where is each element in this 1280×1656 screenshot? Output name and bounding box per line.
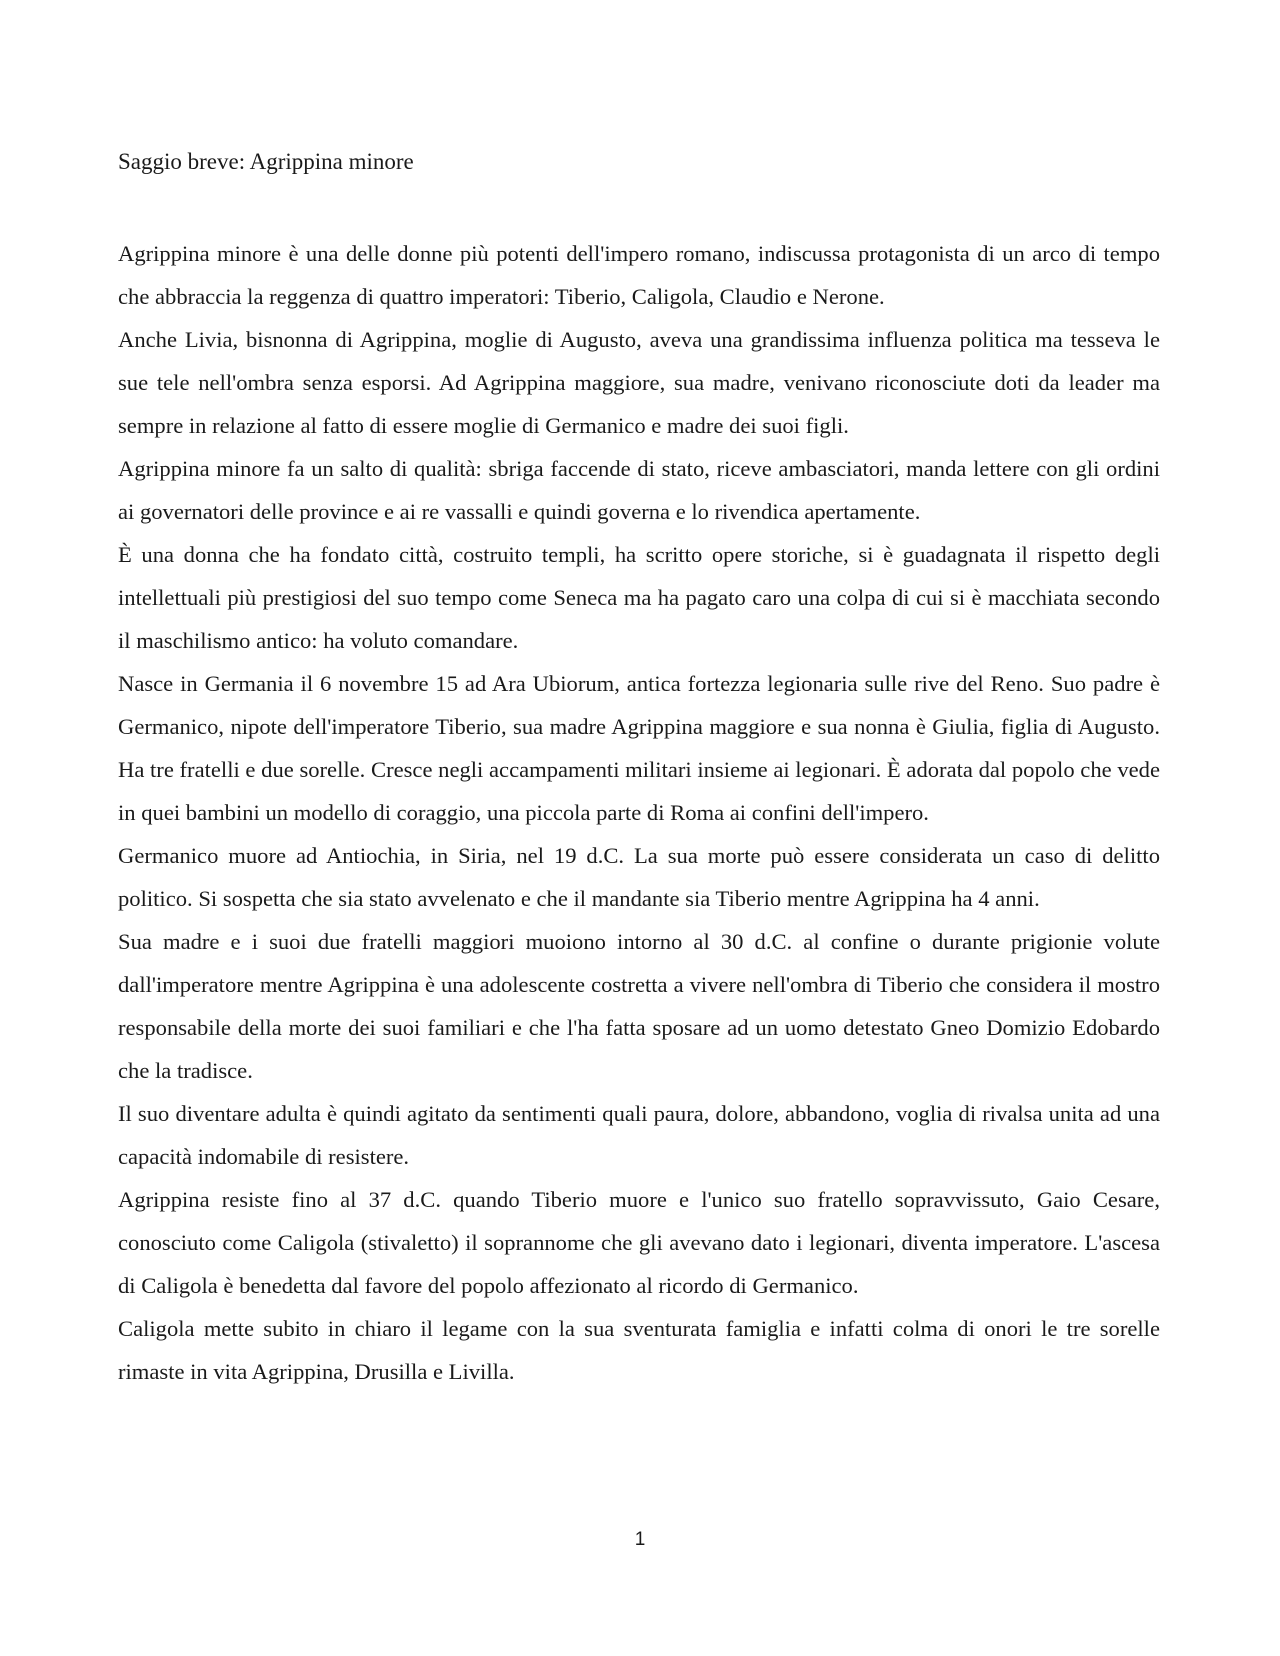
document-body: [118, 232, 1160, 1393]
paragraph: Germanico muore ad Antiochia, in Siria, nel 19 d.C. La sua morte può essere considerata un caso di delitto politico. Si sospetta che sia stato avvelenato e che il mandante sia Tiberio mentre Agrippina ha 4 anni.: [118, 843, 1160, 911]
paragraph: Sua madre e i suoi due fratelli maggiori muoiono intorno al 30 d.C. al confine o durante prigionie volute dall'imperatore mentre Agrippina è una adolescente costretta a vivere nell'ombra di Tiberio che considera il mostro responsabile della morte dei suoi familiari e che l'ha fatta sposare ad un uomo detestato Gneo Domizio Edobardo che la tradisce.: [118, 929, 1160, 1083]
paragraph: Caligola mette subito in chiaro il legame con la sua sventurata famiglia e infatti colma di onori le tre sorelle rimaste in vita Agrippina, Drusilla e Livilla.: [118, 1316, 1160, 1384]
paragraph: Nasce in Germania il 6 novembre 15 ad Ara Ubiorum, antica fortezza legionaria sulle rive del Reno. Suo padre è Germanico, nipote dell'imperatore Tiberio, sua madre Agrippina maggiore e sua nonna è Giulia, figlia di Augusto. Ha tre fratelli e due sorelle. Cresce negli accampamenti militari insieme ai legionari. È adorata dal popolo che vede in quei bambini un modello di coraggio, una piccola parte di Roma ai confini dell'impero.: [118, 671, 1160, 825]
paragraph: Agrippina resiste fino al 37 d.C. quando Tiberio muore e l'unico suo fratello sopravvissuto, Gaio Cesare, conosciuto come Caligola (stivaletto) il soprannome che gli avevano dato i legionari, diventa imperatore. L'ascesa di Caligola è benedetta dal favore del popolo affezionato al ricordo di Germanico.: [118, 1187, 1160, 1298]
paragraph: È una donna che ha fondato città, costruito templi, ha scritto opere storiche, si è guadagnata il rispetto degli intellettuali più prestigiosi del suo tempo come Seneca ma ha pagato caro una colpa di cui si è macchiata secondo il maschilismo antico: ha voluto comandare.: [118, 542, 1160, 653]
page-number: 1: [634, 1529, 646, 1550]
paragraph: Il suo diventare adulta è quindi agitato da sentimenti quali paura, dolore, abbandono, voglia di rivalsa unita ad una capacità indomabile di resistere.: [118, 1101, 1160, 1169]
paragraph: Agrippina minore è una delle donne più potenti dell'impero romano, indiscussa protagonista di un arco di tempo che abbraccia la reggenza di quattro imperatori: Tiberio, Caligola, Claudio e Nerone.: [118, 241, 1160, 309]
paragraph: Anche Livia, bisnonna di Agrippina, moglie di Augusto, aveva una grandissima influenza politica ma tesseva le sue tele nell'ombra senza esporsi. Ad Agrippina maggiore, sua madre, venivano riconosciute doti da leader ma sempre in relazione al fatto di essere moglie di Germanico e madre dei suoi figli.: [118, 327, 1160, 438]
document-title: Saggio breve: Agrippina minore: [118, 149, 414, 174]
paragraph: Agrippina minore fa un salto di qualità: sbriga faccende di stato, riceve ambasciatori, manda lettere con gli ordini ai governatori delle province e ai re vassalli e quindi governa e lo rivendica apertamente.: [118, 456, 1160, 524]
